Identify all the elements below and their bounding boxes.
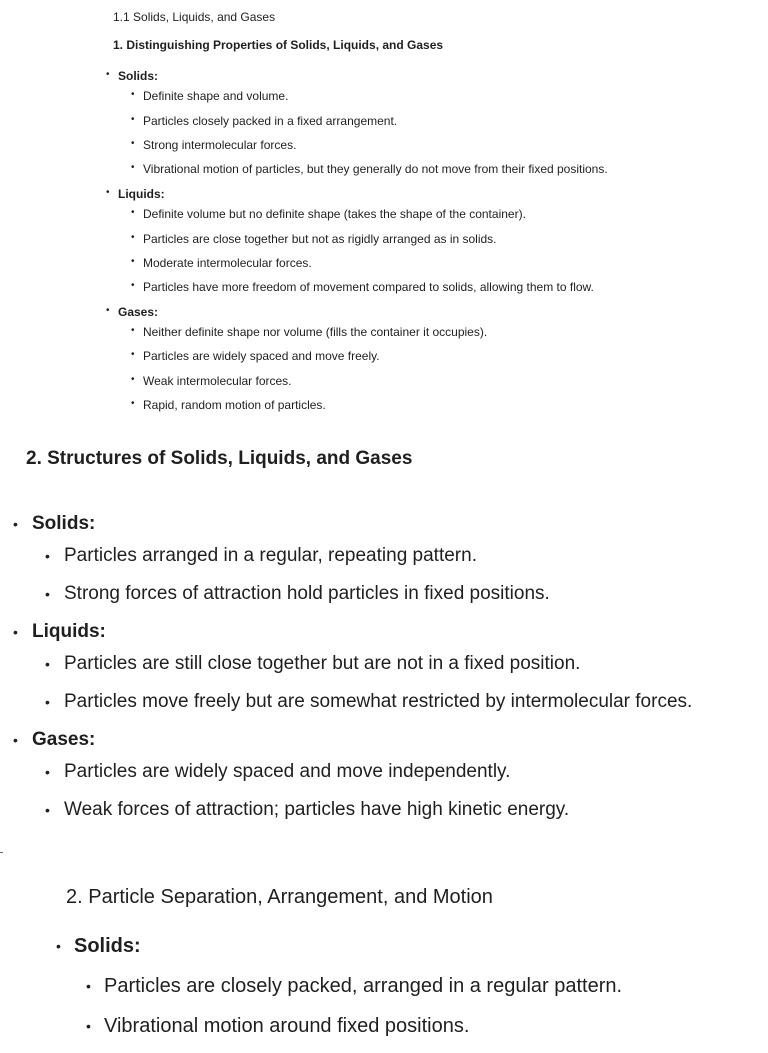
group-solids <box>10 512 765 606</box>
group-liquids <box>106 187 753 295</box>
list-item: • Definite volume but no definite shape (takes the shape of the container). <box>131 207 753 221</box>
group-label: • Gases: <box>32 729 96 750</box>
section-heading: 2. Particle Separation, Arrangement, and Motion <box>66 886 493 908</box>
structures-list <box>10 512 765 822</box>
particle-list <box>56 933 766 1039</box>
list-item: • Particles are still close together but are not in a fixed position. <box>40 652 765 676</box>
list-item: • Rapid, random motion of particles. <box>131 398 753 412</box>
list-item: • Particles closely packed in a fixed arrangement. <box>131 114 753 128</box>
group-label: • Solids: <box>32 513 96 534</box>
list-item: • Weak forces of attraction; particles have high kinetic energy. <box>40 798 765 822</box>
list-item: • Moderate intermolecular forces. <box>131 256 753 270</box>
list-item: • Weak intermolecular forces. <box>131 374 753 388</box>
group-label: • Gases: <box>118 304 159 319</box>
group-gases <box>10 728 765 822</box>
group-items <box>40 760 765 822</box>
list-item: • Particles move freely but are somewhat restricted by intermolecular forces. <box>40 690 765 714</box>
list-item: • Particles arranged in a regular, repeating pattern. <box>40 544 765 568</box>
group-items <box>131 207 753 295</box>
group-label: • Liquids: <box>118 186 165 201</box>
group-solids <box>106 69 753 177</box>
list-item: • Neither definite shape nor volume (fills the container it occupies). <box>131 325 753 339</box>
list-item: • Definite shape and volume. <box>131 89 753 103</box>
list-item: • Strong forces of attraction hold particles in fixed positions. <box>40 582 765 606</box>
group-solids <box>56 933 766 1039</box>
group-items <box>40 652 765 714</box>
group-items <box>131 89 753 177</box>
section-particle-separation <box>0 886 768 1037</box>
group-liquids <box>10 620 765 714</box>
group-items <box>86 973 766 1039</box>
list-item: • Particles are widely spaced and move freely. <box>131 349 753 363</box>
section-heading: 1. Distinguishing Properties of Solids, Liquids, and Gases <box>113 38 444 53</box>
section-breadcrumb: 1.1 Solids, Liquids, and Gases <box>113 10 276 24</box>
list-item: • Particles are closely packed, arranged in a regular pattern. <box>86 973 766 999</box>
list-item: • Strong intermolecular forces. <box>131 138 753 152</box>
group-label: • Solids: <box>74 935 141 957</box>
group-label: • Solids: <box>118 68 159 83</box>
list-item: • Vibrational motion of particles, but they generally do not move from their fixed positions. <box>131 162 753 176</box>
group-items <box>131 325 753 413</box>
section-heading: 2. Structures of Solids, Liquids, and Gases <box>26 448 413 469</box>
structures-list-container <box>10 512 765 836</box>
particle-list-container <box>56 933 766 1053</box>
edge-mark <box>0 852 3 853</box>
list-item: • Particles are widely spaced and move independently. <box>40 760 765 784</box>
group-items <box>40 544 765 606</box>
properties-list <box>113 69 753 413</box>
list-item: • Particles are close together but not as rigidly arranged as in solids. <box>131 232 753 246</box>
section-distinguishing-properties <box>113 10 753 423</box>
list-item: • Particles have more freedom of movement compared to solids, allowing them to flow. <box>131 280 753 294</box>
group-label: • Liquids: <box>32 621 106 642</box>
group-gases <box>106 305 753 413</box>
list-item: • Vibrational motion around fixed positions. <box>86 1013 766 1039</box>
